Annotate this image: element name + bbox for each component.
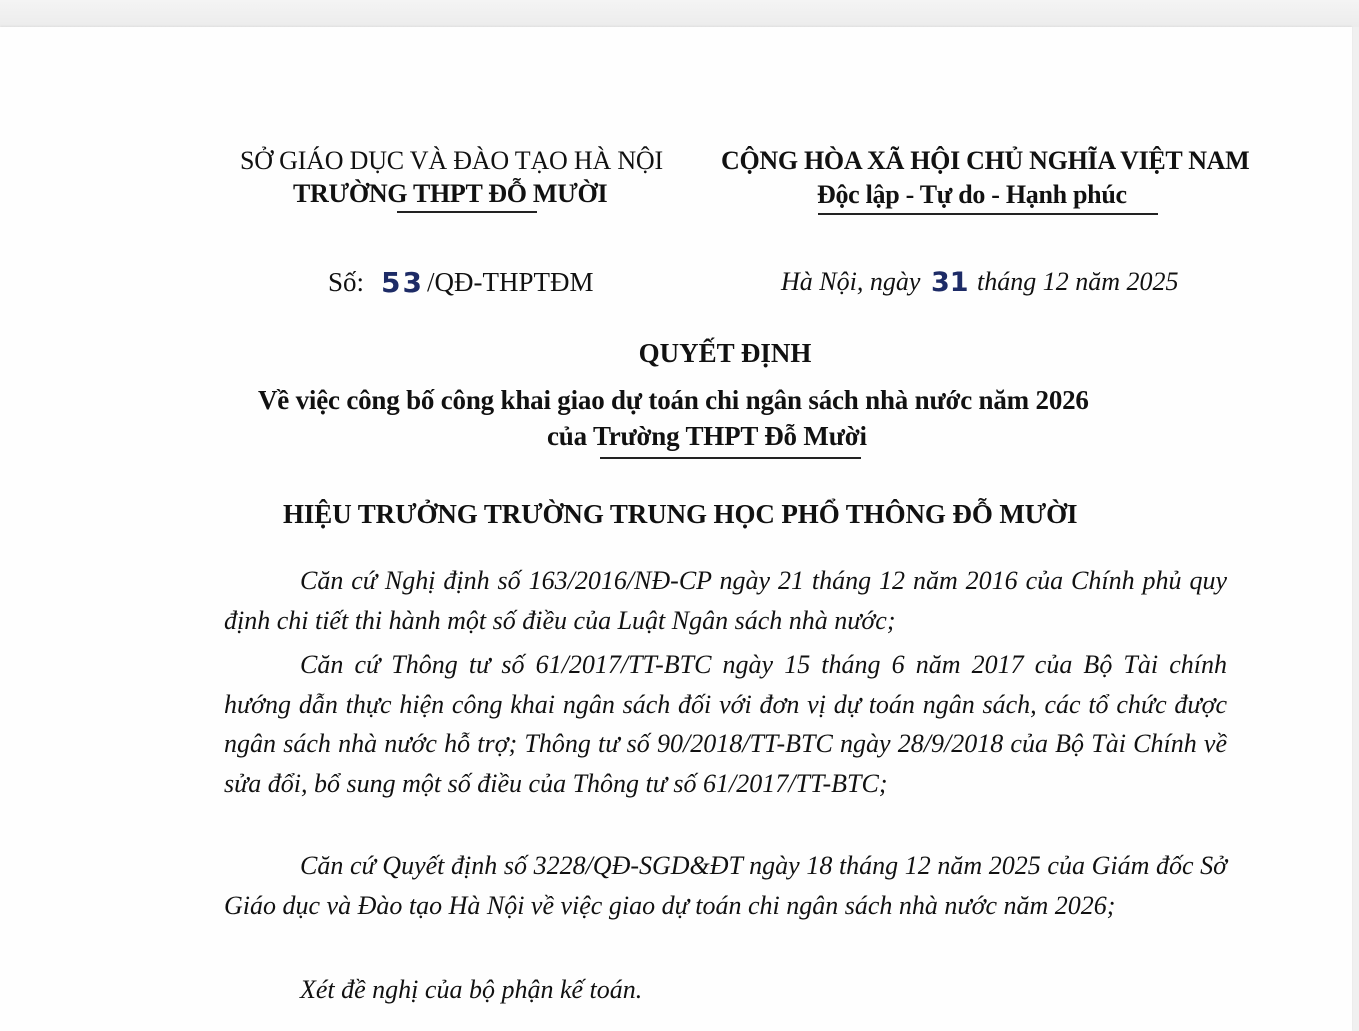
viewer-right-margin — [1352, 27, 1359, 1031]
country-name: CỘNG HÒA XÃ HỘI CHỦ NGHĨA VIỆT NAM — [721, 146, 1250, 175]
national-motto: Độc lập - Tự do - Hạnh phúc — [817, 180, 1127, 209]
preamble-paragraph: Xét đề nghị của bộ phận kế toán. — [300, 975, 643, 1004]
viewer-top-margin — [0, 0, 1359, 27]
decision-subject-line-2: của Trường THPT Đỗ Mười — [547, 421, 867, 451]
decision-subject-line-1: Về việc công bố công khai giao dự toán chi ngân sách nhà nước năm 2026 — [258, 385, 1089, 415]
preamble-paragraph: Căn cứ Quyết định số 3228/QĐ-SGD&ĐT ngày 18 tháng 12 năm 2025 của Giám đốc Sở Giáo dục và Đào tạo Hà Nội về việc giao dự toán chi ngân sách nhà nước năm 2026; — [224, 851, 1227, 920]
preamble-paragraph: Căn cứ Nghị định số 163/2016/NĐ-CP ngày 21 tháng 12 năm 2016 của Chính phủ quy định chi tiết thi hành một số điều của Luật Ngân sách nhà nước; — [224, 566, 1227, 635]
document-number-code: /QĐ-THPTĐM — [427, 267, 594, 297]
document-number-label: Số: — [328, 267, 365, 297]
document-number-handwritten: 53 — [381, 266, 424, 299]
date-day-handwritten: 31 — [931, 267, 969, 298]
issuing-authority: HIỆU TRƯỞNG TRƯỜNG TRUNG HỌC PHỔ THÔNG ĐỖ MƯỜI — [283, 499, 1078, 529]
date-prefix: Hà Nội, ngày — [781, 267, 921, 296]
department-name: SỞ GIÁO DỤC VÀ ĐÀO TẠO HÀ NỘI — [240, 146, 663, 175]
motto-underline — [818, 213, 1158, 215]
preamble-paragraph: Căn cứ Thông tư số 61/2017/TT-BTC ngày 15 tháng 6 năm 2017 của Bộ Tài chính hướng dẫn thực hiện công khai ngân sách đối với đơn vị dự toán ngân sách, các tổ chức được ngân sách nhà nước hỗ trợ; Thông tư số 90/2018/TT-BTC ngày 28/9/2018 của Bộ Tài Chính về sửa đổi, bổ sung một số điều của Thông tư số 61/2017/TT-BTC; — [224, 650, 1227, 798]
school-name: TRƯỜNG THPT ĐỖ MƯỜI — [293, 179, 608, 208]
subject-underline — [600, 457, 861, 459]
school-name-underline — [397, 211, 537, 213]
date-suffix: tháng 12 năm 2025 — [977, 267, 1179, 296]
decision-title: QUYẾT ĐỊNH — [638, 338, 812, 368]
